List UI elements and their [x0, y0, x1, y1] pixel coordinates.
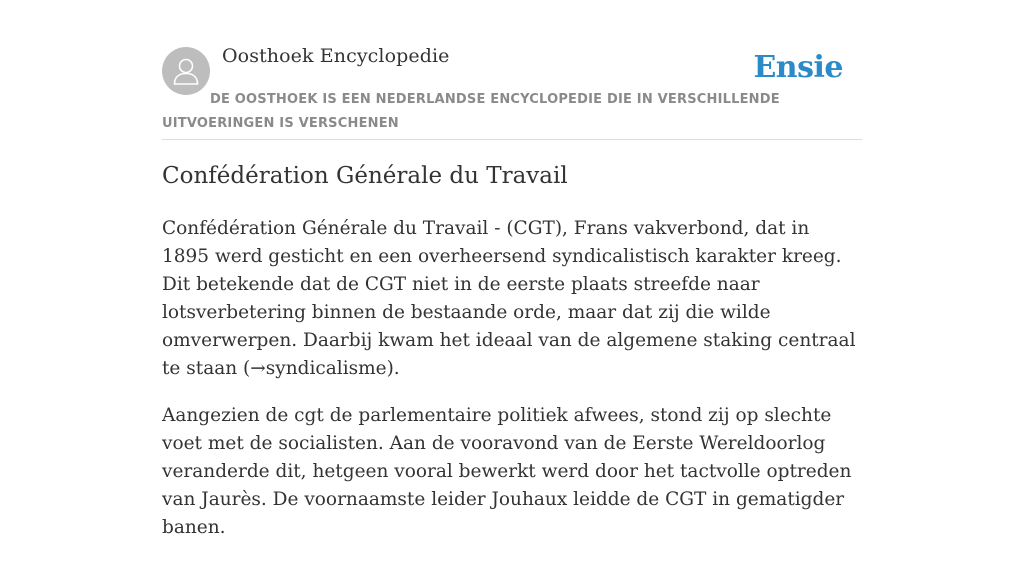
source-tagline: DE OOSTHOEK IS EEN NEDERLANDSE ENCYCLOPEDIE DIE IN VERSCHILLENDE UITVOERINGEN IS VERSCHENEN: [162, 92, 780, 131]
article-title: Confédération Générale du Travail: [162, 163, 568, 189]
source-header: [162, 0, 862, 140]
article-container: [162, 0, 862, 538]
user-icon: [172, 56, 200, 86]
article-body: [162, 215, 862, 561]
source-name-link[interactable]: Oosthoek Encyclopedie: [222, 45, 450, 67]
article-paragraph: Aangezien de cgt de parlementaire politiek afwees, stond zij op slechte voet met de socialisten. Aan de vooravond van de Eerste Wereldoorlog veranderde dit, hetgeen vooral bewerkt werd door het tactvolle optreden van Jaurès. De voornaamste leider Jouhaux leidde de CGT in gematigder banen.: [162, 405, 852, 538]
ensie-logo[interactable]: Ensie: [753, 50, 843, 85]
article-paragraph: Confédération Générale du Travail - (CGT), Frans vakverbond, dat in 1895 werd gesticht en een overheersend syndicalistisch karakter kreeg. Dit betekende dat de CGT niet in de eerste plaats streefde naar lotsverbetering binnen de bestaande orde, maar dat zij die wilde omverwerpen. Daarbij kwam het ideaal van de algemene staking centraal te staan (→syndicalisme).: [162, 218, 856, 379]
